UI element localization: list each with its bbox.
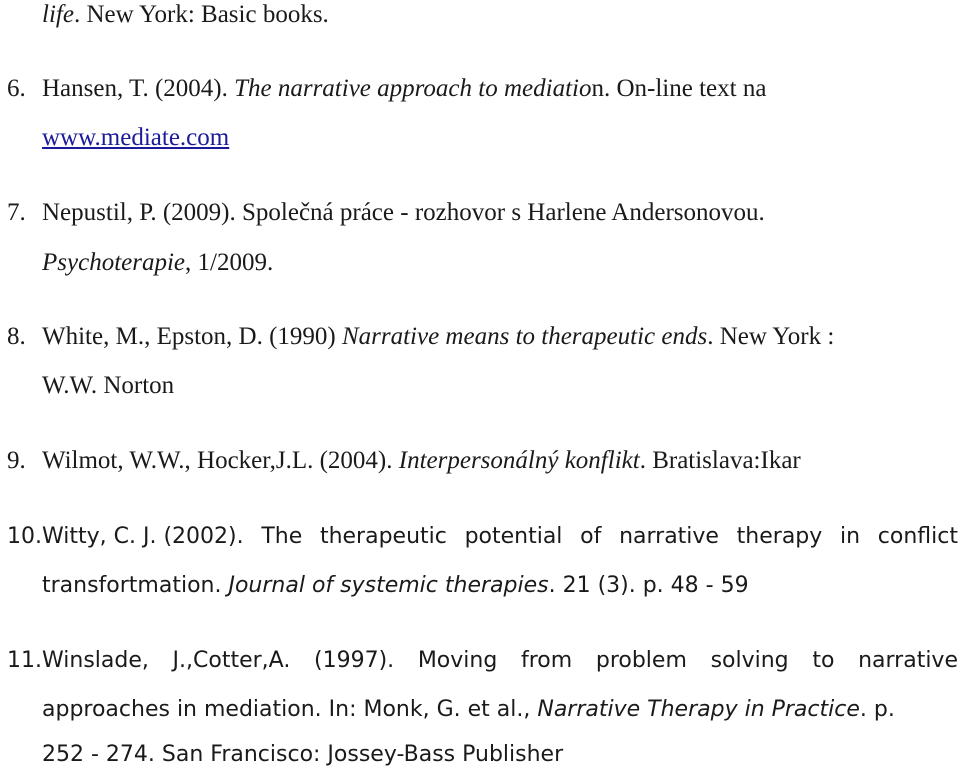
- ref10-journal: Journal of systemic therapies: [228, 573, 549, 598]
- ref11-word: Winslade,: [42, 648, 149, 673]
- ref10-number: 10.: [7, 524, 42, 549]
- ref11-word: solving: [710, 648, 789, 673]
- ref10-word: conflict: [877, 524, 958, 549]
- ref9-title: Interpersonálný konflikt: [398, 447, 640, 474]
- ref11-line2: [42, 695, 895, 725]
- ref10-word: of: [580, 524, 602, 549]
- ref11-word: Moving: [417, 648, 498, 673]
- ref9-author: Wilmot, W.W., Hocker,J.L. (2004).: [42, 447, 399, 474]
- ref11-word: (1997).: [314, 648, 395, 673]
- ref5-rest: . New York: Basic books.: [73, 1, 329, 28]
- ref7-journal: Psychoterapie: [42, 249, 186, 276]
- ref8-number: 8.: [7, 323, 26, 350]
- ref6-author: Hansen, T. (2004).: [42, 75, 235, 102]
- ref6-number: 6.: [7, 75, 26, 102]
- ref10-part-a: transfortmation.: [42, 573, 229, 598]
- ref8-title: Narrative means to therapeutic ends: [341, 323, 708, 350]
- ref7-line2: [42, 248, 273, 278]
- ref11-part-b: . p.: [859, 697, 895, 722]
- ref8-line2: W.W. Norton: [42, 372, 175, 399]
- ref11-word: narrative: [858, 648, 958, 673]
- ref10-word: potential: [464, 524, 563, 549]
- ref11-part-a: approaches in mediation. In: Monk, G. et al.,: [42, 697, 538, 722]
- ref11-line1: [42, 646, 958, 676]
- ref11-word: problem: [595, 648, 687, 673]
- ref10-part-b: . 21 (3). p. 48 - 59: [548, 573, 749, 598]
- ref10-word: The: [261, 524, 303, 549]
- ref7-rest: , 1/2009.: [185, 249, 274, 276]
- ref6-link[interactable]: www.mediate.com: [42, 124, 230, 151]
- ref10-line2: [42, 571, 749, 601]
- ref9-line1: [42, 446, 801, 476]
- ref11-book: Narrative Therapy in Practice: [537, 697, 860, 722]
- ref10-word: therapeutic: [319, 524, 447, 549]
- ref9-number: 9.: [7, 447, 26, 474]
- ref10-word: in: [840, 524, 861, 549]
- ref11-word: to: [812, 648, 835, 673]
- ref7-line1: Nepustil, P. (2009). Společná práce - rozhovor s Harlene Andersonovou.: [42, 199, 765, 226]
- ref10-line1: [42, 522, 958, 552]
- ref10-word: narrative: [619, 524, 719, 549]
- ref10-word: therapy: [736, 524, 823, 549]
- ref5-continuation: [42, 0, 329, 30]
- ref11-word: from: [520, 648, 573, 673]
- ref6-line1: [42, 74, 766, 104]
- ref7-number: 7.: [7, 199, 26, 226]
- ref5-italic: life: [42, 1, 74, 28]
- ref6-title: The narrative approach to mediatio: [234, 75, 592, 102]
- ref8-author: White, M., Epston, D. (1990): [42, 323, 342, 350]
- ref11-number: 11.: [7, 648, 42, 673]
- ref9-rest: . Bratislava:Ikar: [639, 447, 801, 474]
- ref11-line3: 252 - 274. San Francisco: Jossey-Bass Publisher: [42, 742, 564, 767]
- ref8-line1: [42, 322, 834, 352]
- ref6-rest: n. On-line text na: [591, 75, 767, 102]
- ref11-word: J.,Cotter,A.: [172, 648, 291, 673]
- ref8-rest: . New York :: [707, 323, 835, 350]
- ref6-line2: [42, 123, 229, 153]
- ref10-word: Witty, C. J. (2002).: [42, 524, 244, 549]
